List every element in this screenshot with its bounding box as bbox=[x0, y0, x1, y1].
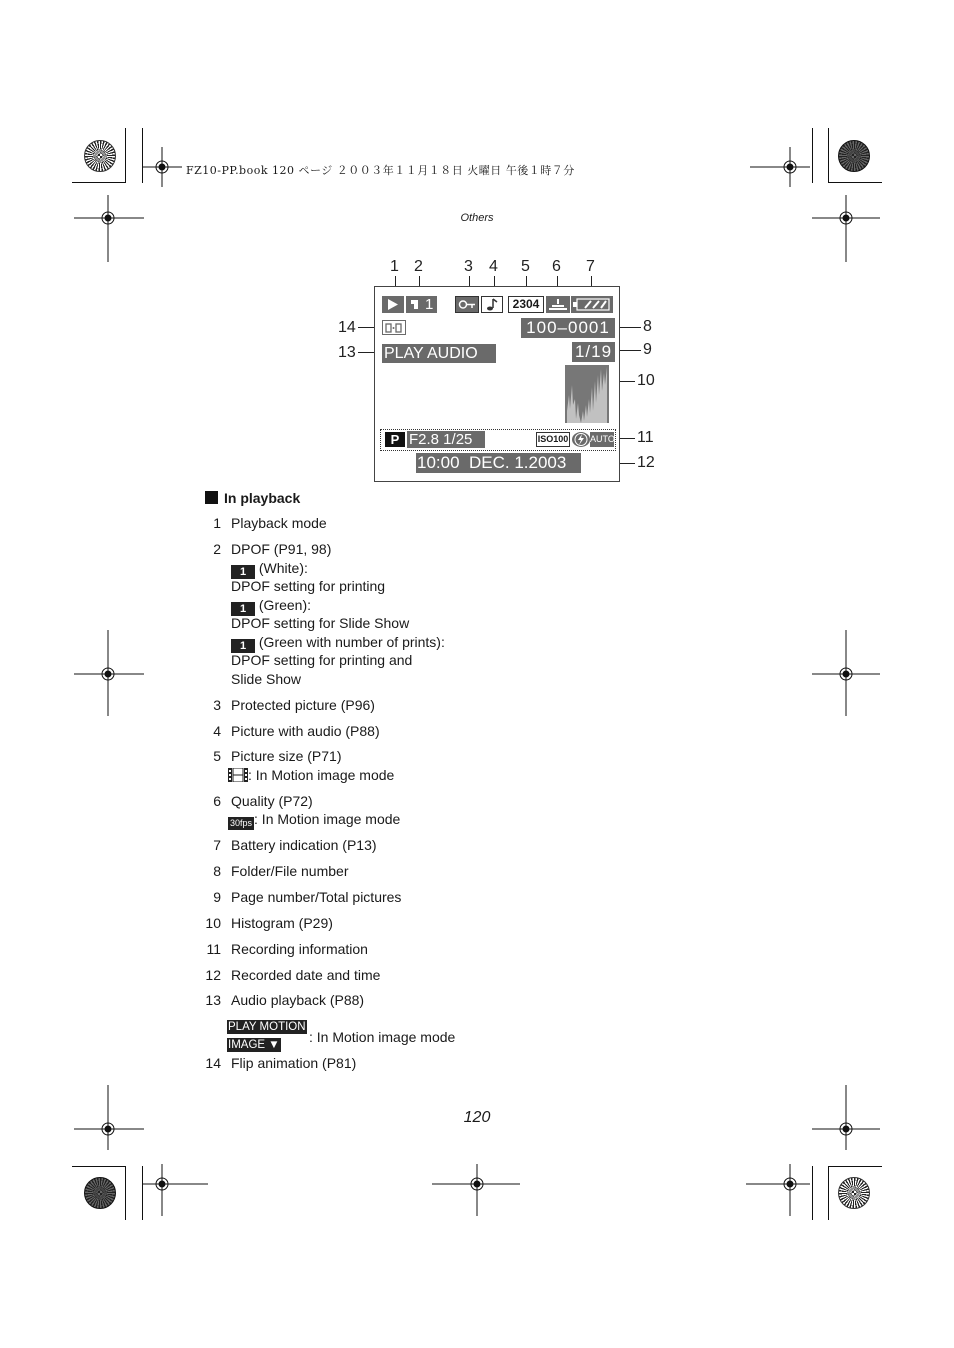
crop-mark bbox=[828, 1166, 882, 1167]
color-rosette-icon bbox=[838, 1177, 870, 1209]
protect-key-icon bbox=[455, 296, 479, 313]
dpof-count: 1 bbox=[425, 296, 434, 313]
play-motion-line2: IMAGE ▼ bbox=[228, 1039, 280, 1051]
callout-7: 7 bbox=[586, 258, 595, 275]
dpof-white-desc: DPOF setting for printing bbox=[231, 578, 386, 594]
crop-mark bbox=[142, 1166, 143, 1220]
color-rosette-icon bbox=[838, 140, 870, 172]
battery-icon bbox=[571, 296, 613, 313]
dpof-green-desc: DPOF setting for Slide Show bbox=[231, 615, 410, 631]
callout-12: 12 bbox=[637, 454, 655, 471]
fps-icon: 30fps bbox=[230, 818, 253, 828]
callout-13: 13 bbox=[338, 344, 356, 361]
callout-11: 11 bbox=[637, 429, 654, 446]
dpof-icon bbox=[406, 296, 437, 313]
callout-6: 6 bbox=[552, 258, 561, 275]
flip-animation-icon bbox=[382, 320, 406, 335]
flash-icon bbox=[572, 432, 590, 447]
motion-audio-note: : In Motion image mode bbox=[309, 1029, 456, 1045]
callout-4: 4 bbox=[489, 258, 498, 275]
page-number: 120 bbox=[463, 1109, 491, 1126]
dpof-green-icon: 1 bbox=[231, 602, 255, 616]
color-rosette-icon bbox=[84, 1177, 116, 1209]
lcd-playback-diagram bbox=[374, 286, 620, 482]
dpof-green-num-icon: 1 bbox=[231, 639, 255, 653]
motion-image-icon bbox=[228, 768, 248, 782]
dpof-white-line: 1 (White): bbox=[231, 559, 308, 579]
callout-8: 8 bbox=[643, 318, 652, 335]
recorded-datetime: 10:00 DEC. 1.2003 bbox=[416, 453, 581, 473]
crop-mark bbox=[828, 128, 829, 183]
dpof-green-num-line: 1 (Green with number of prints): bbox=[231, 633, 445, 653]
iso-badge: ISO100 bbox=[536, 432, 570, 447]
folder-file-number: 100–0001 bbox=[521, 318, 615, 338]
callout-5: 5 bbox=[521, 258, 530, 275]
bullet-square-icon bbox=[205, 491, 218, 504]
program-mode-badge: P bbox=[385, 432, 405, 447]
motion-size-note: : In Motion image mode bbox=[228, 766, 394, 785]
callout-2: 2 bbox=[414, 258, 423, 275]
play-audio-label: PLAY AUDIO ▼ bbox=[382, 344, 496, 363]
crop-mark bbox=[812, 128, 813, 183]
picture-size-badge: 2304 bbox=[508, 296, 544, 313]
callout-1: 1 bbox=[390, 258, 399, 275]
play-motion-line1: PLAY MOTION bbox=[228, 1021, 306, 1033]
page-total-counter: 1/19 bbox=[572, 342, 615, 362]
crop-mark bbox=[72, 182, 126, 183]
crop-mark bbox=[828, 1166, 829, 1220]
crop-mark bbox=[72, 1166, 126, 1167]
aperture-shutter: F2.8 1/25 bbox=[407, 431, 485, 448]
dpof-white-icon: 1 bbox=[231, 565, 255, 579]
histogram-graph bbox=[565, 365, 609, 423]
crop-mark bbox=[125, 1166, 126, 1220]
crop-mark bbox=[812, 1166, 813, 1220]
crop-mark bbox=[828, 182, 882, 183]
heading-text: In playback bbox=[224, 490, 301, 506]
callout-14: 14 bbox=[338, 319, 356, 336]
crop-mark bbox=[125, 128, 126, 183]
quality-icon bbox=[546, 296, 570, 313]
callout-9: 9 bbox=[643, 341, 652, 358]
section-heading bbox=[205, 490, 300, 506]
white-balance-label: AUTO bbox=[590, 432, 614, 447]
color-rosette-icon bbox=[84, 140, 116, 172]
dpof-green-num-desc2: Slide Show bbox=[231, 671, 302, 687]
callout-3: 3 bbox=[464, 258, 473, 275]
playback-mode-icon bbox=[382, 296, 404, 313]
audio-note-icon bbox=[481, 296, 503, 313]
dpof-green-line: 1 (Green): bbox=[231, 596, 311, 616]
recording-info-bar bbox=[380, 429, 616, 451]
callout-10: 10 bbox=[637, 372, 655, 389]
section-label: Others bbox=[460, 212, 494, 224]
motion-quality-note: 30fps : In Motion image mode bbox=[230, 811, 401, 828]
dpof-green-num-desc1: DPOF setting for printing and bbox=[231, 652, 413, 668]
play-motion-image-icon bbox=[227, 1017, 307, 1053]
book-info-header: FZ10-PP.book 120 ページ ２００３年１１月１８日 火曜日 午後１時７分 bbox=[186, 164, 575, 177]
crop-mark bbox=[142, 128, 143, 183]
